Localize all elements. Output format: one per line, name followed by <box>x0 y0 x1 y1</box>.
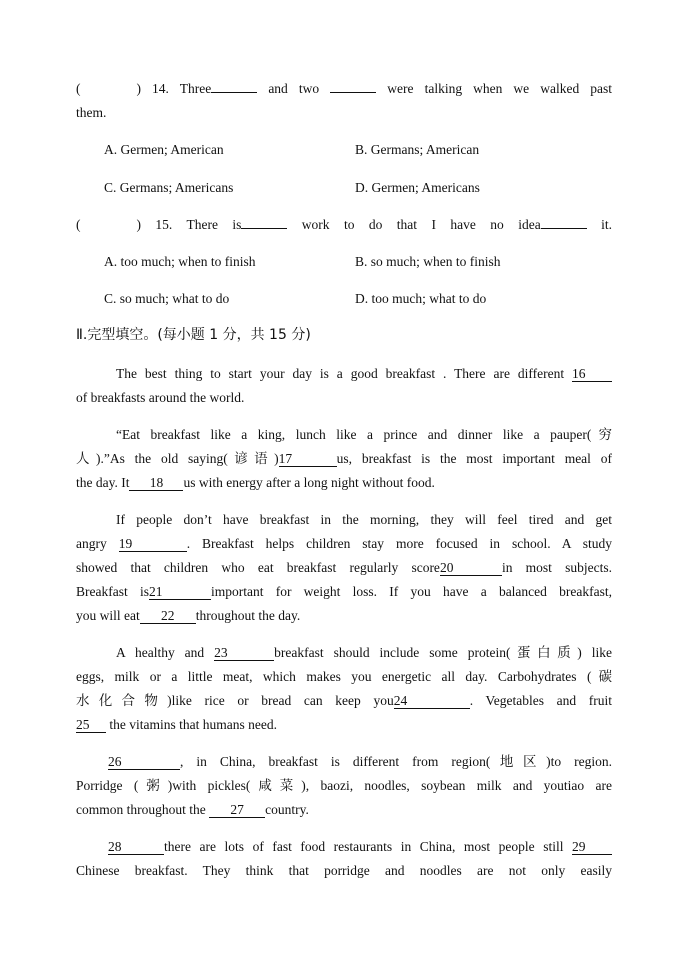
q14-option-b[interactable]: B. Germans; American <box>355 142 480 157</box>
paren-open: ( <box>76 81 81 96</box>
passage-line: of breakfasts around the world. <box>76 390 245 405</box>
q14-option-c[interactable]: C. Germans; Americans <box>104 180 234 195</box>
passage-line: 26 , in China, breakfast is different from region(地区)to region. <box>108 754 612 769</box>
passage-line: 人).”As the old saying(谚语)17 us, breakfast is the most important meal of <box>76 451 612 466</box>
passage-line: “Eat breakfast like a king, lunch like a prince and dinner like a pauper(穷 <box>116 427 612 442</box>
blank-28[interactable]: 28 <box>108 840 164 855</box>
q15-stem <box>76 216 612 234</box>
q15-option-b[interactable]: B. so much; when to finish <box>355 254 501 269</box>
paren-open: ( <box>76 217 81 232</box>
blank-29[interactable]: 29 <box>572 840 612 855</box>
passage-line: you will eat 22 throughout the day. <box>76 608 301 623</box>
blank-20[interactable]: 20 <box>440 561 502 576</box>
blank-23[interactable]: 23 <box>214 646 274 661</box>
q14-text: ) 14. Three <box>136 81 212 96</box>
blank-17[interactable]: 17 <box>279 452 337 467</box>
blank-18[interactable]: 18 <box>129 476 183 491</box>
section-heading: Ⅱ.完型填空。(每小题 1 分，共 15 分) <box>76 327 311 343</box>
q15-option-a[interactable]: A. too much; when to finish <box>104 254 256 269</box>
blank[interactable] <box>541 228 587 229</box>
blank-26[interactable]: 26 <box>108 755 180 770</box>
passage-line: showed that children who eat breakfast regularly score20 in most subjects. <box>76 560 613 575</box>
blank-24[interactable]: 24 <box>394 694 470 709</box>
q15-text: ) 15. There is <box>136 217 242 232</box>
q14-option-a[interactable]: A. Germen; American <box>104 142 224 157</box>
q14-stem-line2: them. <box>76 105 107 120</box>
q15-option-d[interactable]: D. too much; what to do <box>355 291 487 306</box>
blank[interactable] <box>211 92 257 93</box>
passage-line: angry 19 . Breakfast helps children stay more focused in school. A study <box>76 536 612 551</box>
passage-line: A healthy and 23 breakfast should include some protein(蛋白质) like <box>116 645 613 660</box>
passage-line: common throughout the 27 country. <box>76 802 309 817</box>
passage-line: the day. It 18 us with energy after a long night without food. <box>76 475 435 490</box>
q14-text: were talking when we walked past <box>387 81 613 96</box>
blank-25[interactable]: 25 <box>76 718 106 733</box>
passage-line: 25 the vitamins that humans need. <box>76 717 277 732</box>
blank[interactable] <box>241 228 287 229</box>
blank-19[interactable]: 19 <box>119 537 187 552</box>
q15-text: work to do that I have no idea <box>301 217 541 232</box>
q15-text: it. <box>601 217 613 232</box>
passage-line: 28 there are lots of fast food restaurants in China, most people still 29 <box>76 838 612 856</box>
blank-16[interactable]: 16 <box>572 367 612 382</box>
blank[interactable] <box>330 92 376 93</box>
blank-22[interactable]: 22 <box>140 609 196 624</box>
q15-option-c[interactable]: C. so much; what to do <box>104 291 230 306</box>
q14-text: and two <box>268 81 320 96</box>
passage-line: If people don’t have breakfast in the morning, they will feel tired and get <box>116 512 612 527</box>
passage-line: Porridge (粥)with pickles(咸菜), baozi, noodles, soybean milk and youtiao are <box>76 778 612 793</box>
passage-line: Chinese breakfast. They think that porridge and noodles are not only easily <box>76 863 612 878</box>
q14-stem-line1 <box>76 80 612 98</box>
passage-line: 水化合物)like rice or bread can keep you24 . Vegetables and fruit <box>76 693 613 708</box>
blank-27[interactable]: 27 <box>209 803 265 818</box>
blank-21[interactable]: 21 <box>149 585 211 600</box>
passage-line: Breakfast is21 important for weight loss. If you have a balanced breakfast, <box>76 584 612 599</box>
q14-option-d[interactable]: D. Germen; Americans <box>355 180 480 195</box>
passage-line: The best thing to start your day is a good breakfast . There are different 16 <box>76 365 612 383</box>
passage-line: eggs, milk or a little meat, which makes you energetic all day. Carbohydrates (碳 <box>76 669 612 684</box>
